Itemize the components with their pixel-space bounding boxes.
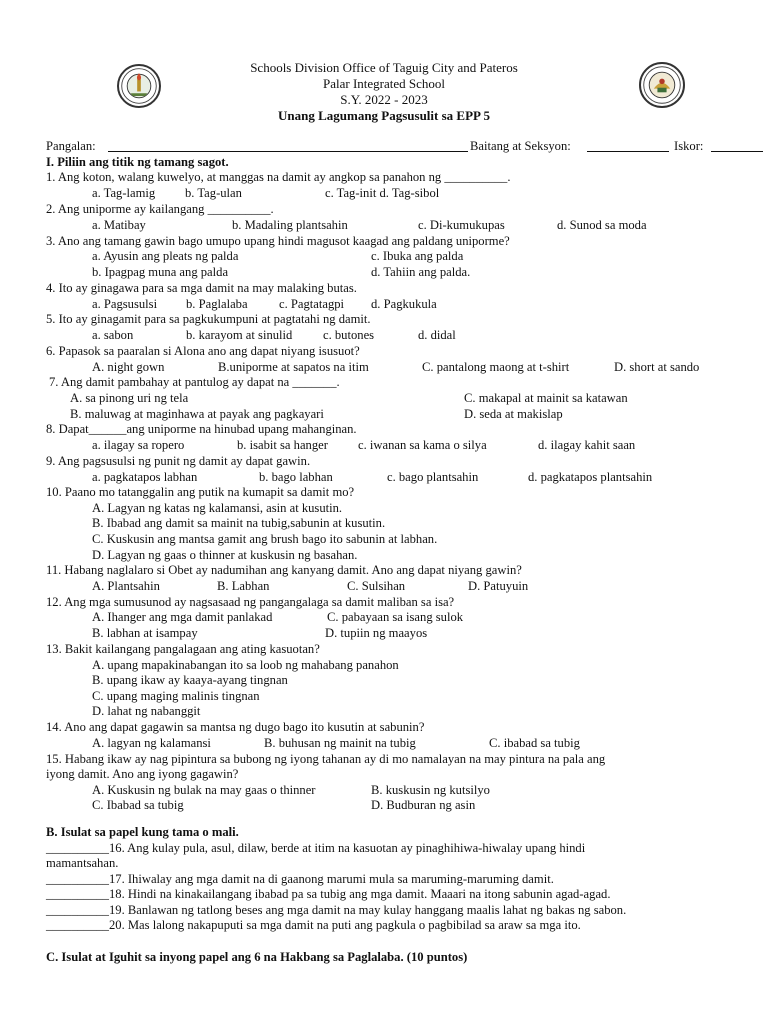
option: c. Di-kumukupas	[418, 218, 505, 232]
exam-title: Unang Lagumang Pagsusulit sa EPP 5	[277, 108, 491, 123]
answer-blank[interactable]: __________	[46, 872, 109, 886]
option: C. Ibabad sa tubig	[92, 798, 184, 812]
score-field[interactable]	[711, 151, 763, 152]
option: D. seda at makislap	[464, 407, 563, 421]
part3-heading: C. Isulat at Iguhit sa inyong papel ang 6 na Hakbang sa Paglalaba. (10 puntos)	[46, 950, 468, 964]
option: d. ilagay kahit saan	[538, 438, 636, 452]
option: b. Madaling plantsahin	[232, 218, 348, 232]
option: C. ibabad sa tubig	[489, 736, 580, 750]
question-11: 11. Habang naglalaro si Obet ay nadumihan ang kanyang damit. Ano ang dapat niyang gawin?	[46, 563, 522, 577]
grade-section-label: Baitang at Seksyon:	[470, 139, 571, 153]
answer-blank[interactable]: __________	[46, 918, 109, 932]
option: B. buhusan ng mainit na tubig	[264, 736, 416, 750]
name-label: Pangalan:	[46, 139, 96, 153]
option: d. didal	[418, 328, 456, 342]
option: B. Labhan	[217, 579, 270, 593]
question-4: 4. Ito ay ginagawa para sa mga damit na may malaking butas.	[46, 281, 357, 295]
statement-text: 16. Ang kulay pula, asul, dilaw, berde at itim na kasuotan ay pinaghihiwa-hiwalay upang hindi	[108, 841, 586, 855]
option: b. Ipagpag muna ang palda	[92, 265, 229, 279]
option: d. pagkatapos plantsahin	[528, 470, 653, 484]
school-year: S.Y. 2022 - 2023	[340, 92, 428, 107]
option: b. Paglalaba	[186, 297, 248, 311]
option: C. pabayaan sa isang sulok	[327, 610, 464, 624]
option: D. short at sando	[614, 360, 700, 374]
student-info-line	[46, 139, 722, 155]
option: b. isabit sa hanger	[237, 438, 328, 452]
question-5: 5. Ito ay ginagamit para sa pagkukumpuni at pagtatahi ng damit.	[46, 312, 371, 326]
option: A. sa pinong uri ng tela	[70, 391, 189, 405]
option: C. Sulsihan	[347, 579, 406, 593]
option: a. Pagsusulsi	[92, 297, 158, 311]
option: b. karayom at sinulid	[186, 328, 293, 342]
option: C. upang maging malinis tingnan	[92, 689, 260, 703]
option: c. butones	[323, 328, 375, 342]
statement-18	[46, 887, 610, 902]
question-2: 2. Ang uniporme ay kailangang __________.	[46, 202, 274, 216]
option: B. maluwag at maginhawa at payak ang pagkayari	[70, 407, 324, 421]
question-3: 3. Ano ang tamang gawin bago umupo upang hindi magusot kaagad ang paldang uniporme?	[46, 234, 510, 248]
question-1: 1. Ang koton, walang kuwelyo, at manggas na damit ay angkop sa panahon ng __________.	[46, 170, 511, 184]
option: c. Tag-init d. Tag-sibol	[325, 186, 440, 200]
option: A. upang mapakinabangan ito sa loob ng mahabang panahon	[92, 658, 399, 672]
answer-blank[interactable]: __________	[46, 841, 109, 855]
question-7: 7. Ang damit pambahay at pantulog ay dapat na _______.	[49, 375, 340, 389]
option: B. Ibabad ang damit sa mainit na tubig,sabunin at kusutin.	[92, 516, 386, 530]
statement-text: 20. Mas lalong nakapuputi sa mga damit na puti ang pagkula o pagbibilad sa araw sa mga ito.	[108, 918, 581, 932]
statement-16-continued: mamantsahan.	[46, 856, 119, 870]
option: B. labhan at isampay	[92, 626, 198, 640]
question-9: 9. Ang pagsusulsi ng punit ng damit ay dapat gawin.	[46, 454, 311, 468]
option: C. pantalong maong at t-shirt	[422, 360, 570, 374]
option: c. Ibuka ang palda	[371, 249, 464, 263]
option: a. sabon	[92, 328, 134, 342]
option: C. makapal at mainit sa katawan	[464, 391, 628, 405]
answer-blank[interactable]: __________	[46, 887, 109, 901]
question-6: 6. Papasok sa paaralan si Alona ano ang dapat niyang isusuot?	[46, 344, 360, 358]
option: B.uniporme at sapatos na itim	[218, 360, 369, 374]
option: A. Lagyan ng katas ng kalamansi, asin at kusutin.	[92, 501, 343, 515]
question-14: 14. Ano ang dapat gagawin sa mantsa ng dugo bago ito kusutin at sabunin?	[46, 720, 425, 734]
option: D. tupiin ng maayos	[325, 626, 428, 640]
statement-text: 19. Banlawan ng tatlong beses ang mga damit na may kulay hanggang maalis lahat ng bakas ng sabon.	[108, 903, 627, 917]
option: B. kuskusin ng kutsilyo	[371, 783, 490, 797]
option: A. lagyan ng kalamansi	[92, 736, 211, 750]
question-13: 13. Bakit kailangang pangalagaan ang ating kasuotan?	[46, 642, 320, 656]
option: c. iwanan sa kama o silya	[358, 438, 487, 452]
option: d. Sunod sa moda	[557, 218, 647, 232]
option: d. Tahiin ang palda.	[371, 265, 471, 279]
school-name: Palar Integrated School	[322, 76, 445, 91]
option: b. Tag-ulan	[185, 186, 242, 200]
option: A. Plantsahin	[92, 579, 160, 593]
option: c. bago plantsahin	[387, 470, 479, 484]
question-15-continued: iyong damit. Ano ang iyong gagawin?	[46, 767, 239, 781]
option: D. Patuyuin	[468, 579, 529, 593]
option: D. Budburan ng asin	[371, 798, 476, 812]
grade-section-field[interactable]	[587, 151, 669, 152]
name-field[interactable]	[108, 151, 468, 152]
answer-blank[interactable]: __________	[46, 903, 109, 917]
option: D. Lagyan ng gaas o thinner at kuskusin ng basahan.	[92, 548, 358, 562]
option: D. lahat ng nabanggit	[92, 704, 201, 718]
part2-heading: B. Isulat sa papel kung tama o mali.	[46, 825, 239, 839]
division-name: Schools Division Office of Taguig City and Pateros	[250, 60, 518, 75]
option: C. Kuskusin ang mantsa gamit ang brush bago ito sabunin at labhan.	[92, 532, 438, 546]
option: A. night gown	[92, 360, 165, 374]
part1-heading: I. Piliin ang titik ng tamang sagot.	[46, 155, 229, 169]
statement-19	[46, 903, 626, 918]
question-15: 15. Habang ikaw ay nag pipintura sa bubong ng iyong tahanan ay di mo namalayan na may pintura na pala ang	[46, 752, 606, 766]
statement-text: 18. Hindi na kinakailangang ibabad pa sa tubig ang mga damit. Maaari na itong sabunin agad-agad.	[108, 887, 611, 901]
question-8: 8. Dapat______ang uniporme na hinubad upang mahanginan.	[46, 422, 357, 436]
option: A. Kuskusin ng bulak na may gaas o thinner	[92, 783, 316, 797]
question-12: 12. Ang mga sumusunod ay nagsasaad ng pangangalaga sa damit maliban sa isa?	[46, 595, 455, 609]
score-label: Iskor:	[674, 139, 704, 153]
statement-17	[46, 872, 554, 887]
option: a. ilagay sa ropero	[92, 438, 185, 452]
option: b. bago labhan	[259, 470, 333, 484]
option: B. upang ikaw ay kaaya-ayang tingnan	[92, 673, 288, 687]
option: a. Ayusin ang pleats ng palda	[92, 249, 239, 263]
option: A. Ihanger ang mga damit panlakad	[92, 610, 273, 624]
statement-text: 17. Ihiwalay ang mga damit na di gaanong marumi mula sa maruming-maruming damit.	[108, 872, 554, 886]
statement-20	[46, 918, 581, 933]
option: a. pagkatapos labhan	[92, 470, 198, 484]
option: c. Pagtatagpi	[279, 297, 345, 311]
option: a. Matibay	[92, 218, 146, 232]
statement-16	[46, 841, 585, 856]
option: a. Tag-lamig	[92, 186, 156, 200]
question-10: 10. Paano mo tatanggalin ang putik na kumapit sa damit mo?	[46, 485, 355, 499]
option: d. Pagkukula	[371, 297, 437, 311]
